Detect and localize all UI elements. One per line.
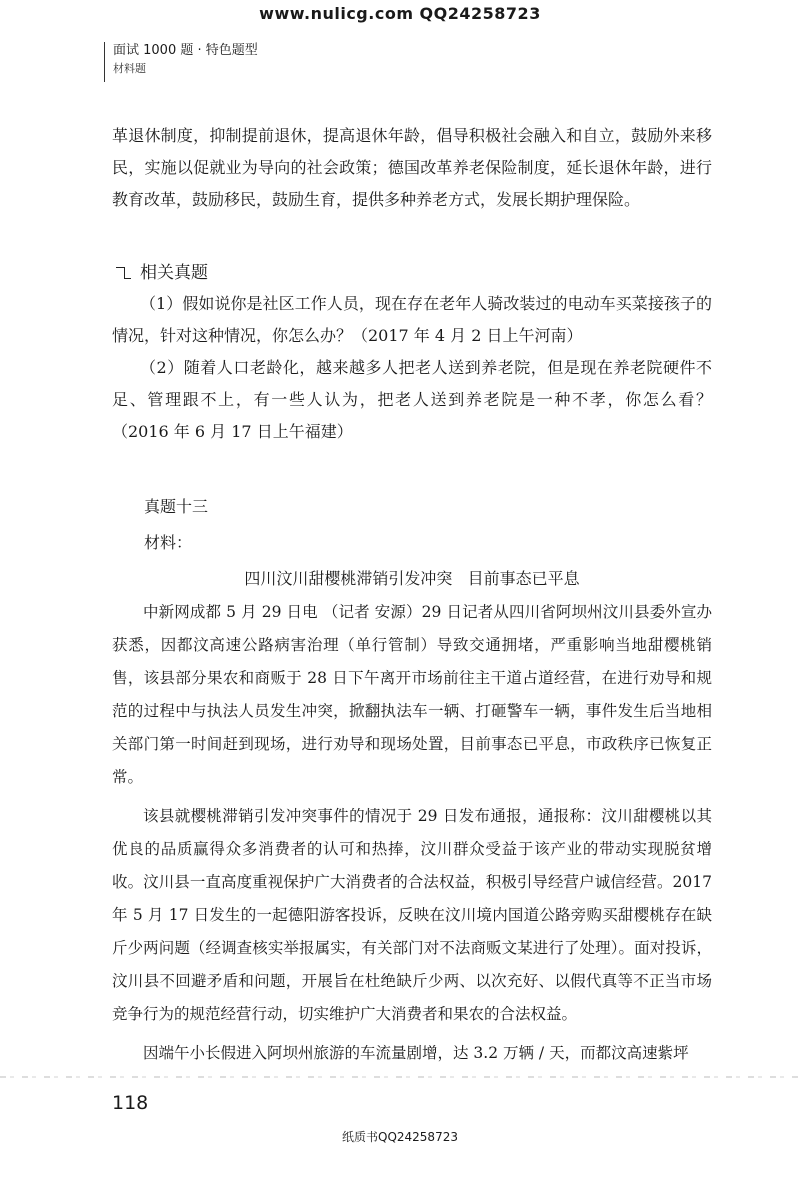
page-number: 118 [112,1092,149,1114]
article-paragraph-1: 中新网成都 5 月 29 日电 （记者 安源）29 日记者从四川省阿坝州汶川县委外宣办获悉，因都汶高速公路病害治理（单行管制）导致交通拥堵，严重影响当地甜樱桃销售，该县部分果农和商贩于 28 日下午离开市场前往主干道占道经营，在进行劝导和规范的过程中与执法人员发生冲突，掀翻执法车一辆、打砸警车一辆，事件发生后当地相关部门第一时间赶到现场，进行劝导和现场处置，目前事态已平息，市政秩序已恢复正常。 [112,603,712,786]
related-questions-heading [116,258,208,283]
scan-artifact-line [0,1076,800,1078]
related-question-1: （1）假如说你是社区工作人员，现在存在老年人骑改装过的电动车买菜接孩子的情况，针对这种情况，你怎么办？（2017 年 4 月 2 日上午河南） [112,294,712,345]
watermark-top: www.nulicg.com QQ24258723 [259,4,541,23]
article-body [112,596,712,1076]
related-question-2: （2）随着人口老龄化，越来越多人把老人送到养老院，但是现在养老院硬件不足、管理跟不上，有一些人认为，把老人送到养老院是一种不孝，你怎么看？（2016 年 6 月 17 日上午福建） [112,358,712,441]
running-header [104,42,258,82]
article-paragraph-3: 因端午小长假进入阿坝州旅游的车流量剧增，达 3.2 万辆 / 天，而都汶高速紫坪 [143,1044,689,1062]
section-marker-icon [116,264,130,278]
article-paragraph-2: 该县就樱桃滞销引发冲突事件的情况于 29 日发布通报，通报称：汶川甜樱桃以其优良的品质赢得众多消费者的认可和热捧，汶川群众受益于该产业的带动实现脱贫增收。汶川县一直高度重视保护广大消费者的合法权益，积极引导经营户诚信经营。2017 年 5 月 17 日发生的一起德阳游客投诉，反映在汶川境内国道公路旁购买甜樱桃存在缺斤少两问题（经调查核实举报属实，有关部门对不法商贩文某进行了处理）。面对投诉，汶川县不回避矛盾和问题，开展旨在杜绝缺斤少两、以次充好、以假代真等不正当市场竞争行为的规范经营行动，切实维护广大消费者和果农的合法权益。 [112,807,712,1023]
chapter-subtitle: 材料题 [113,62,146,75]
material-label: 材料： [144,533,193,552]
watermark-bottom: 纸质书QQ24258723 [342,1130,458,1144]
related-heading-label: 相关真题 [140,263,208,283]
article-title: 四川汶川甜樱桃滞销引发冲突 目前事态已平息 [244,569,580,588]
question-title: 真题十三 [144,497,209,516]
intro-paragraph: 革退休制度，抑制提前退休，提高退休年龄，倡导积极社会融入和自立，鼓励外来移民，实施以促就业为导向的社会政策；德国改革养老保险制度，延长退休年龄，进行教育改革，鼓励移民，鼓励生育，提供多种养老方式，发展长期护理保险。 [112,126,712,209]
related-questions-list [112,288,712,448]
book-title: 面试 1000 题 · 特色题型 [113,43,258,58]
